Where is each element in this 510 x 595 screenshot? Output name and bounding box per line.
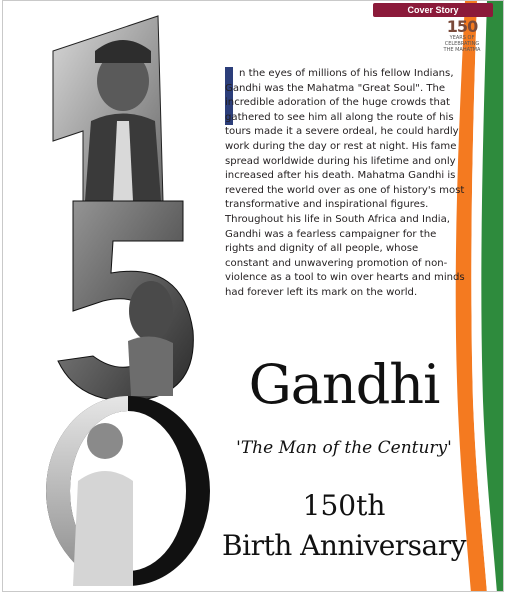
digit-zero	[46, 396, 210, 586]
logo-number: 150	[446, 17, 478, 36]
tagline: 'The Man of the Century'	[236, 438, 452, 458]
anniversary-number: 150th	[302, 489, 386, 522]
anniversary-logo	[439, 19, 485, 55]
digit-five	[58, 201, 193, 401]
number-150-artwork	[33, 11, 213, 591]
digit-one	[53, 16, 163, 201]
logo-caption: YEARS OF CELEBRATING THE MAHATMA	[443, 35, 481, 53]
article-body: n the eyes of millions of his fellow Indians, Gandhi was the Mahatma "Great Soul". The incredible adoration of the huge crowds that gathered to see him all along the route of his tours made it a severe ordeal, he could hardly work during the day or rest at night. His fame spread worldwide during his lifetime and only increased after his death. Mahatma Gandhi is revered the world over as one of history's most transformative and inspirational figures. Throughout his life in South Africa and India, Gandhi was a fearless campaigner for the rights and dignity of all people, whose constant and unwavering promotion of non-violence as a tool to win over hearts and minds had forever left its mark on the world.	[225, 68, 465, 298]
section-tag: Cover Story	[373, 3, 493, 17]
anniversary-text: Birth Anniversary	[222, 529, 466, 562]
headline-gandhi: Gandhi	[248, 353, 440, 416]
magazine-page	[2, 0, 504, 592]
